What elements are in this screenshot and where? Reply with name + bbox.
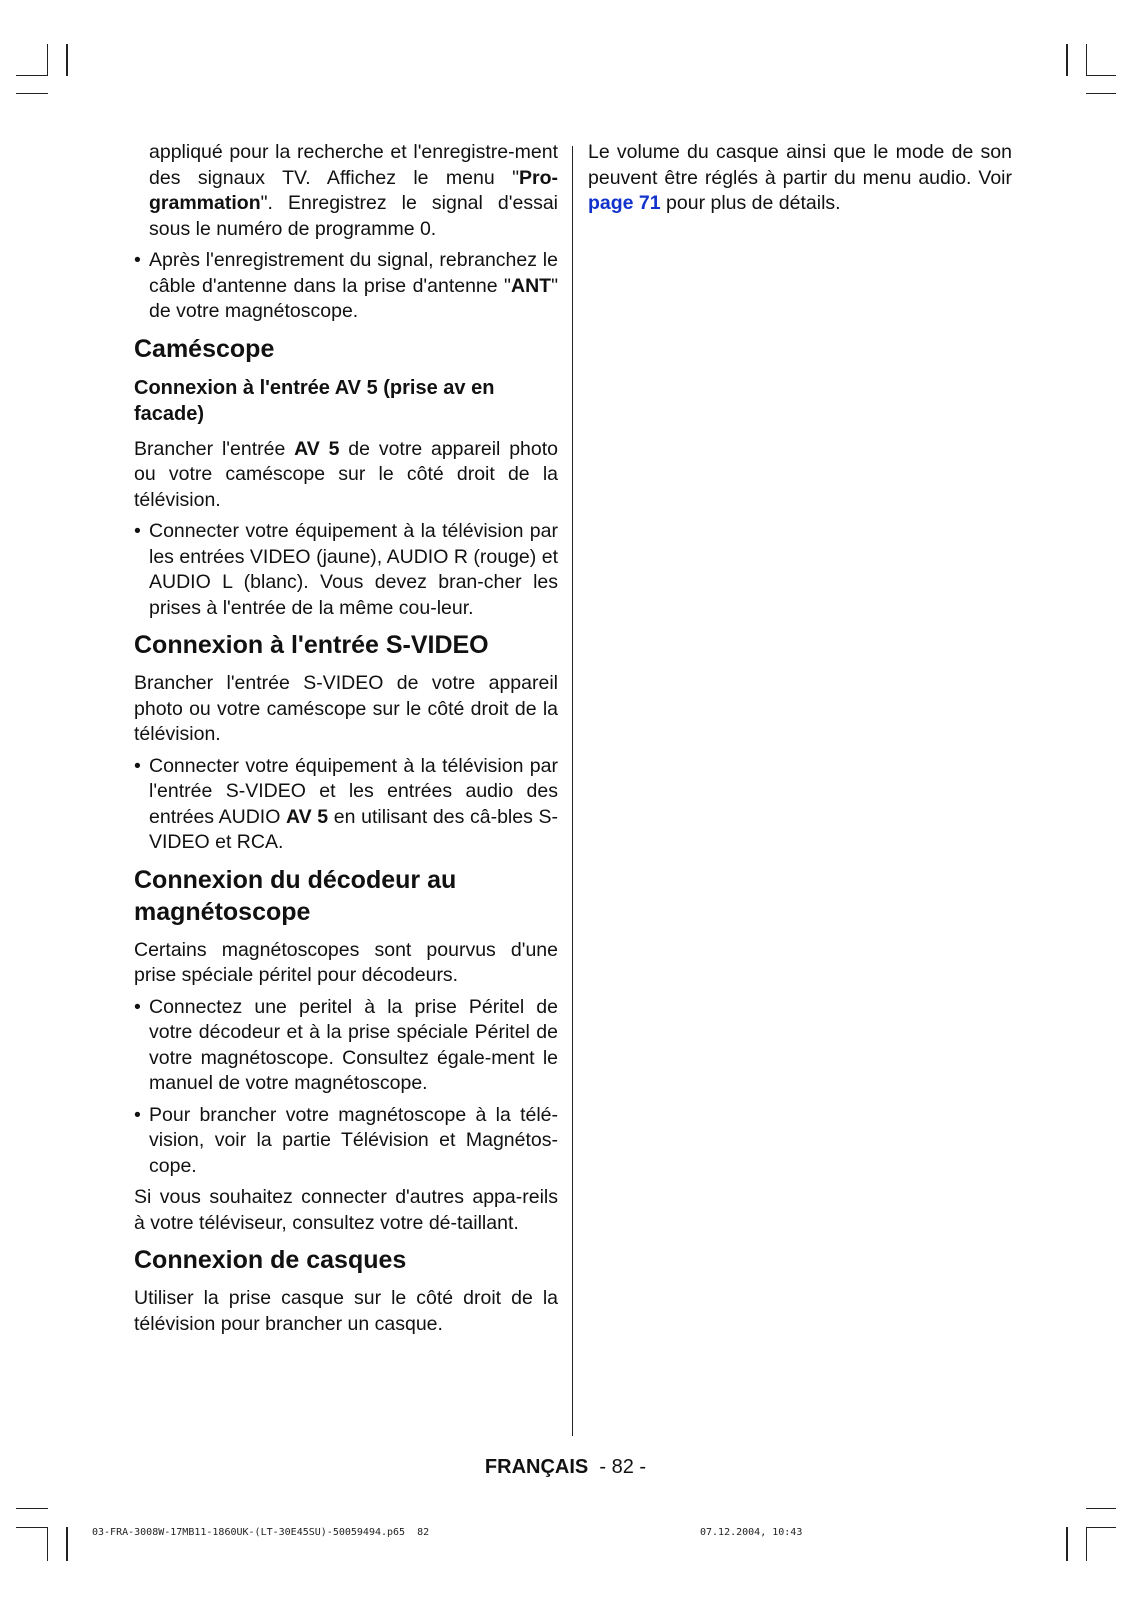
footer-page-number: - 82 - bbox=[599, 1456, 647, 1478]
column-divider bbox=[572, 146, 573, 1436]
right-column bbox=[588, 140, 1012, 223]
paragraph-decodeur: Certains magnétoscopes sont pourvus d'une prise spéciale péritel pour décodeurs. bbox=[134, 938, 558, 986]
paragraph-autres: Si vous souhaitez connecter d'autres appa-reils à votre téléviseur, consultez votre dé-taillant. bbox=[134, 1186, 558, 1234]
page-link[interactable]: page 71 bbox=[588, 192, 661, 214]
footer-language: FRANÇAIS bbox=[484, 1456, 589, 1478]
footer-date: 07.12.2004, 10:43 bbox=[700, 1527, 803, 1538]
paragraph-av5: Brancher l'entrée AV 5 de votre appareil photo ou votre caméscope sur le côté droit de la télévision. bbox=[134, 437, 559, 511]
crop-mark bbox=[47, 44, 48, 76]
heading-svideo: Connexion à l'entrée S-VIDEO bbox=[134, 631, 489, 659]
bullet-av5-connect: • Connecter votre équipement à la télévision par les entrées VIDEO (jaune), AUDIO R (rouge) et AUDIO L (blanc). Vous devez bran-cher les prises à l'entrée de la même cou-leur. bbox=[134, 520, 558, 619]
crop-mark bbox=[1066, 44, 1068, 76]
paragraph-volume: Le volume du casque ainsi que le mode de son peuvent être réglés à partir du menu audio. Voir page 71 pour plus de détails. bbox=[588, 141, 1012, 214]
bullet-magnetoscope: • Pour brancher votre magnétoscope à la télé-vision, voir la partie Télévision et Magnétos-cope. bbox=[134, 1103, 558, 1177]
footer-file-name: 03-FRA-3008W-17MB11-1860UK-(LT-30E45SU)-50059494.p65 82 bbox=[92, 1527, 430, 1538]
bullet-peritel: • Connectez une peritel à la prise Péritel de votre décodeur et à la prise spéciale Péritel de votre magnétoscope. Consultez égale-ment le manuel de votre magnétoscope. bbox=[134, 995, 558, 1094]
bullet-antenna: • Après l'enregistrement du signal, rebranchez le câble d'antenne dans la prise d'antenne "ANT" de votre magnétoscope. bbox=[134, 249, 558, 322]
crop-mark bbox=[16, 1508, 48, 1509]
crop-mark bbox=[47, 1527, 48, 1561]
crop-mark bbox=[1086, 1508, 1116, 1509]
paragraph-casques: Utiliser la prise casque sur le côté droit de la télévision pour brancher un casque. bbox=[134, 1287, 558, 1335]
crop-mark bbox=[16, 93, 48, 94]
crop-mark bbox=[1066, 1527, 1068, 1561]
crop-mark bbox=[1086, 75, 1116, 76]
heading-decodeur: Connexion du décodeur au magnétoscope bbox=[134, 865, 457, 926]
crop-mark bbox=[1086, 1527, 1116, 1528]
crop-mark bbox=[66, 1527, 68, 1561]
left-column bbox=[134, 140, 558, 1343]
heading-casques: Connexion de casques bbox=[134, 1246, 407, 1274]
footer-language-page bbox=[0, 1456, 1131, 1479]
crop-mark bbox=[1086, 93, 1116, 94]
crop-mark bbox=[16, 75, 48, 76]
heading-camescope: Caméscope bbox=[134, 334, 275, 363]
bullet-svideo-connect: • Connecter votre équipement à la télévision par l'entrée S-VIDEO et les entrées audio des entrées AUDIO AV 5 en utilisant des câ-bles S-VIDEO et RCA. bbox=[134, 754, 558, 853]
crop-mark bbox=[66, 44, 68, 76]
paragraph-svideo: Brancher l'entrée S-VIDEO de votre appareil photo ou votre caméscope sur le côté droit de la télévision. bbox=[134, 672, 558, 745]
subheading-av5: Connexion à l'entrée AV 5 (prise av en facade) bbox=[134, 376, 495, 425]
footer-page-small: 82 bbox=[417, 1527, 430, 1538]
crop-mark bbox=[1086, 44, 1087, 76]
crop-mark bbox=[16, 1527, 48, 1528]
paragraph-intro: appliqué pour la recherche et l'enregistre-ment des signaux TV. Affichez le menu "Pro-grammation". Enregistrez le signal d'essai sous le numéro de programme 0. bbox=[149, 141, 558, 240]
crop-mark bbox=[1086, 1527, 1087, 1561]
